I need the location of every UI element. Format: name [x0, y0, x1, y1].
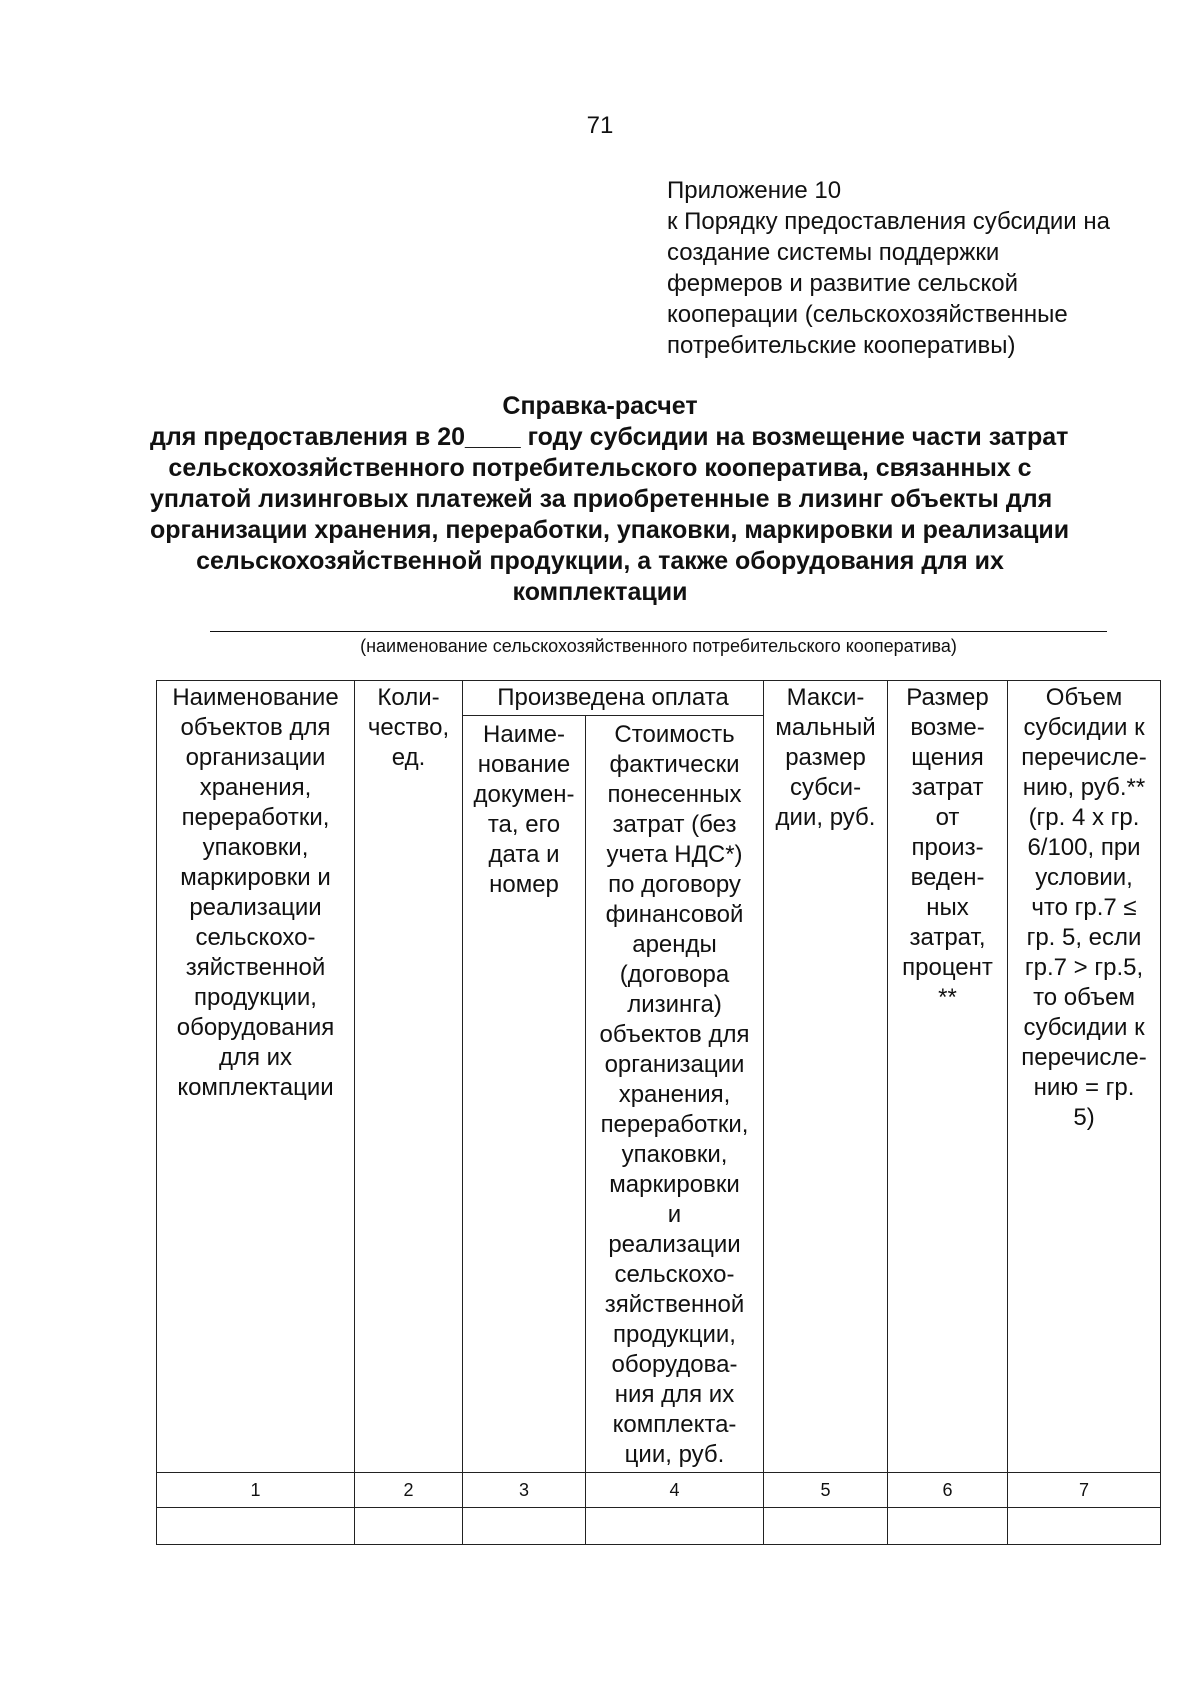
cooperative-name-caption: (наименование сельскохозяйственного потребительского кооператива)	[360, 636, 957, 656]
title-line: Справка-расчет	[502, 392, 698, 420]
header-compensation-percent: Размер возме- щения затрат от произ- веден- ных затрат, процент **	[888, 681, 1008, 1473]
empty-cell[interactable]	[888, 1508, 1008, 1545]
empty-cell[interactable]	[157, 1508, 355, 1545]
header-subsidy-amount: Объем субсидии к перечисле- нию, руб.** (гр. 4 х гр. 6/100, при условии, что гр.7 ≤ гр. 5, если гр.7 > гр.5, то объем субсидии к перечисле- нию = гр. 5)	[1008, 681, 1161, 1473]
empty-cell[interactable]	[586, 1508, 764, 1545]
title-line: для предоставления в 20____ году субсидии на возмещение части затрат	[150, 423, 1069, 451]
title-line: комплектации	[512, 578, 688, 606]
appendix-line: потребительские кооперативы)	[667, 332, 1016, 359]
header-document: Наиме- нование докумен- та, его дата и номер	[463, 716, 586, 1473]
column-number: 1	[157, 1473, 355, 1508]
appendix-line: фермеров и развитие сельской	[667, 270, 1019, 297]
document-title	[150, 391, 1070, 608]
appendix-line: к Порядку предоставления субсидии на	[667, 208, 1110, 235]
empty-cell[interactable]	[764, 1508, 888, 1545]
header-payment-made: Произведена оплата	[463, 681, 764, 716]
column-number: 6	[888, 1473, 1008, 1508]
header-object-names: Наименование объектов для организации хранения, переработки, упаковки, маркировки и реализации сельскохо- зяйственной продукции, оборудования для их комплектации	[157, 681, 355, 1473]
header-row	[157, 681, 1161, 716]
appendix-line: кооперации (сельскохозяйственные	[667, 301, 1068, 328]
title-line: сельскохозяйственного потребительского кооператива, связанных с	[168, 454, 1032, 482]
column-number: 5	[764, 1473, 888, 1508]
column-number: 7	[1008, 1473, 1161, 1508]
empty-data-row	[157, 1508, 1161, 1545]
empty-cell[interactable]	[355, 1508, 463, 1545]
column-number: 2	[355, 1473, 463, 1508]
appendix-line: создание системы поддержки	[667, 239, 1000, 266]
column-number-row	[157, 1473, 1161, 1508]
column-number: 4	[586, 1473, 764, 1508]
cooperative-name-line[interactable]	[210, 631, 1107, 632]
appendix-block	[667, 175, 1167, 361]
title-line: уплатой лизинговых платежей за приобретенные в лизинг объекты для	[150, 485, 1053, 513]
column-number: 3	[463, 1473, 586, 1508]
appendix-line: Приложение 10	[667, 177, 842, 204]
header-actual-cost: Стоимость фактически понесенных затрат (без учета НДС*) по договору финансовой аренды (договора лизинга) объектов для организации хранения, переработки, упаковки, маркировки и реализации сельскохо- зяйственной продукции, оборудова- ния для их комплекта- ции, руб.	[586, 716, 764, 1473]
header-max-subsidy: Макси- мальный размер субси- дии, руб.	[764, 681, 888, 1473]
calculation-table	[156, 680, 1161, 1545]
empty-cell[interactable]	[463, 1508, 586, 1545]
empty-cell[interactable]	[1008, 1508, 1161, 1545]
header-quantity: Коли- чество, ед.	[355, 681, 463, 1473]
title-line: сельскохозяйственной продукции, а также оборудования для их	[196, 547, 1004, 575]
title-line: организации хранения, переработки, упаковки, маркировки и реализации	[150, 516, 1070, 544]
page-number: 71	[586, 112, 614, 139]
